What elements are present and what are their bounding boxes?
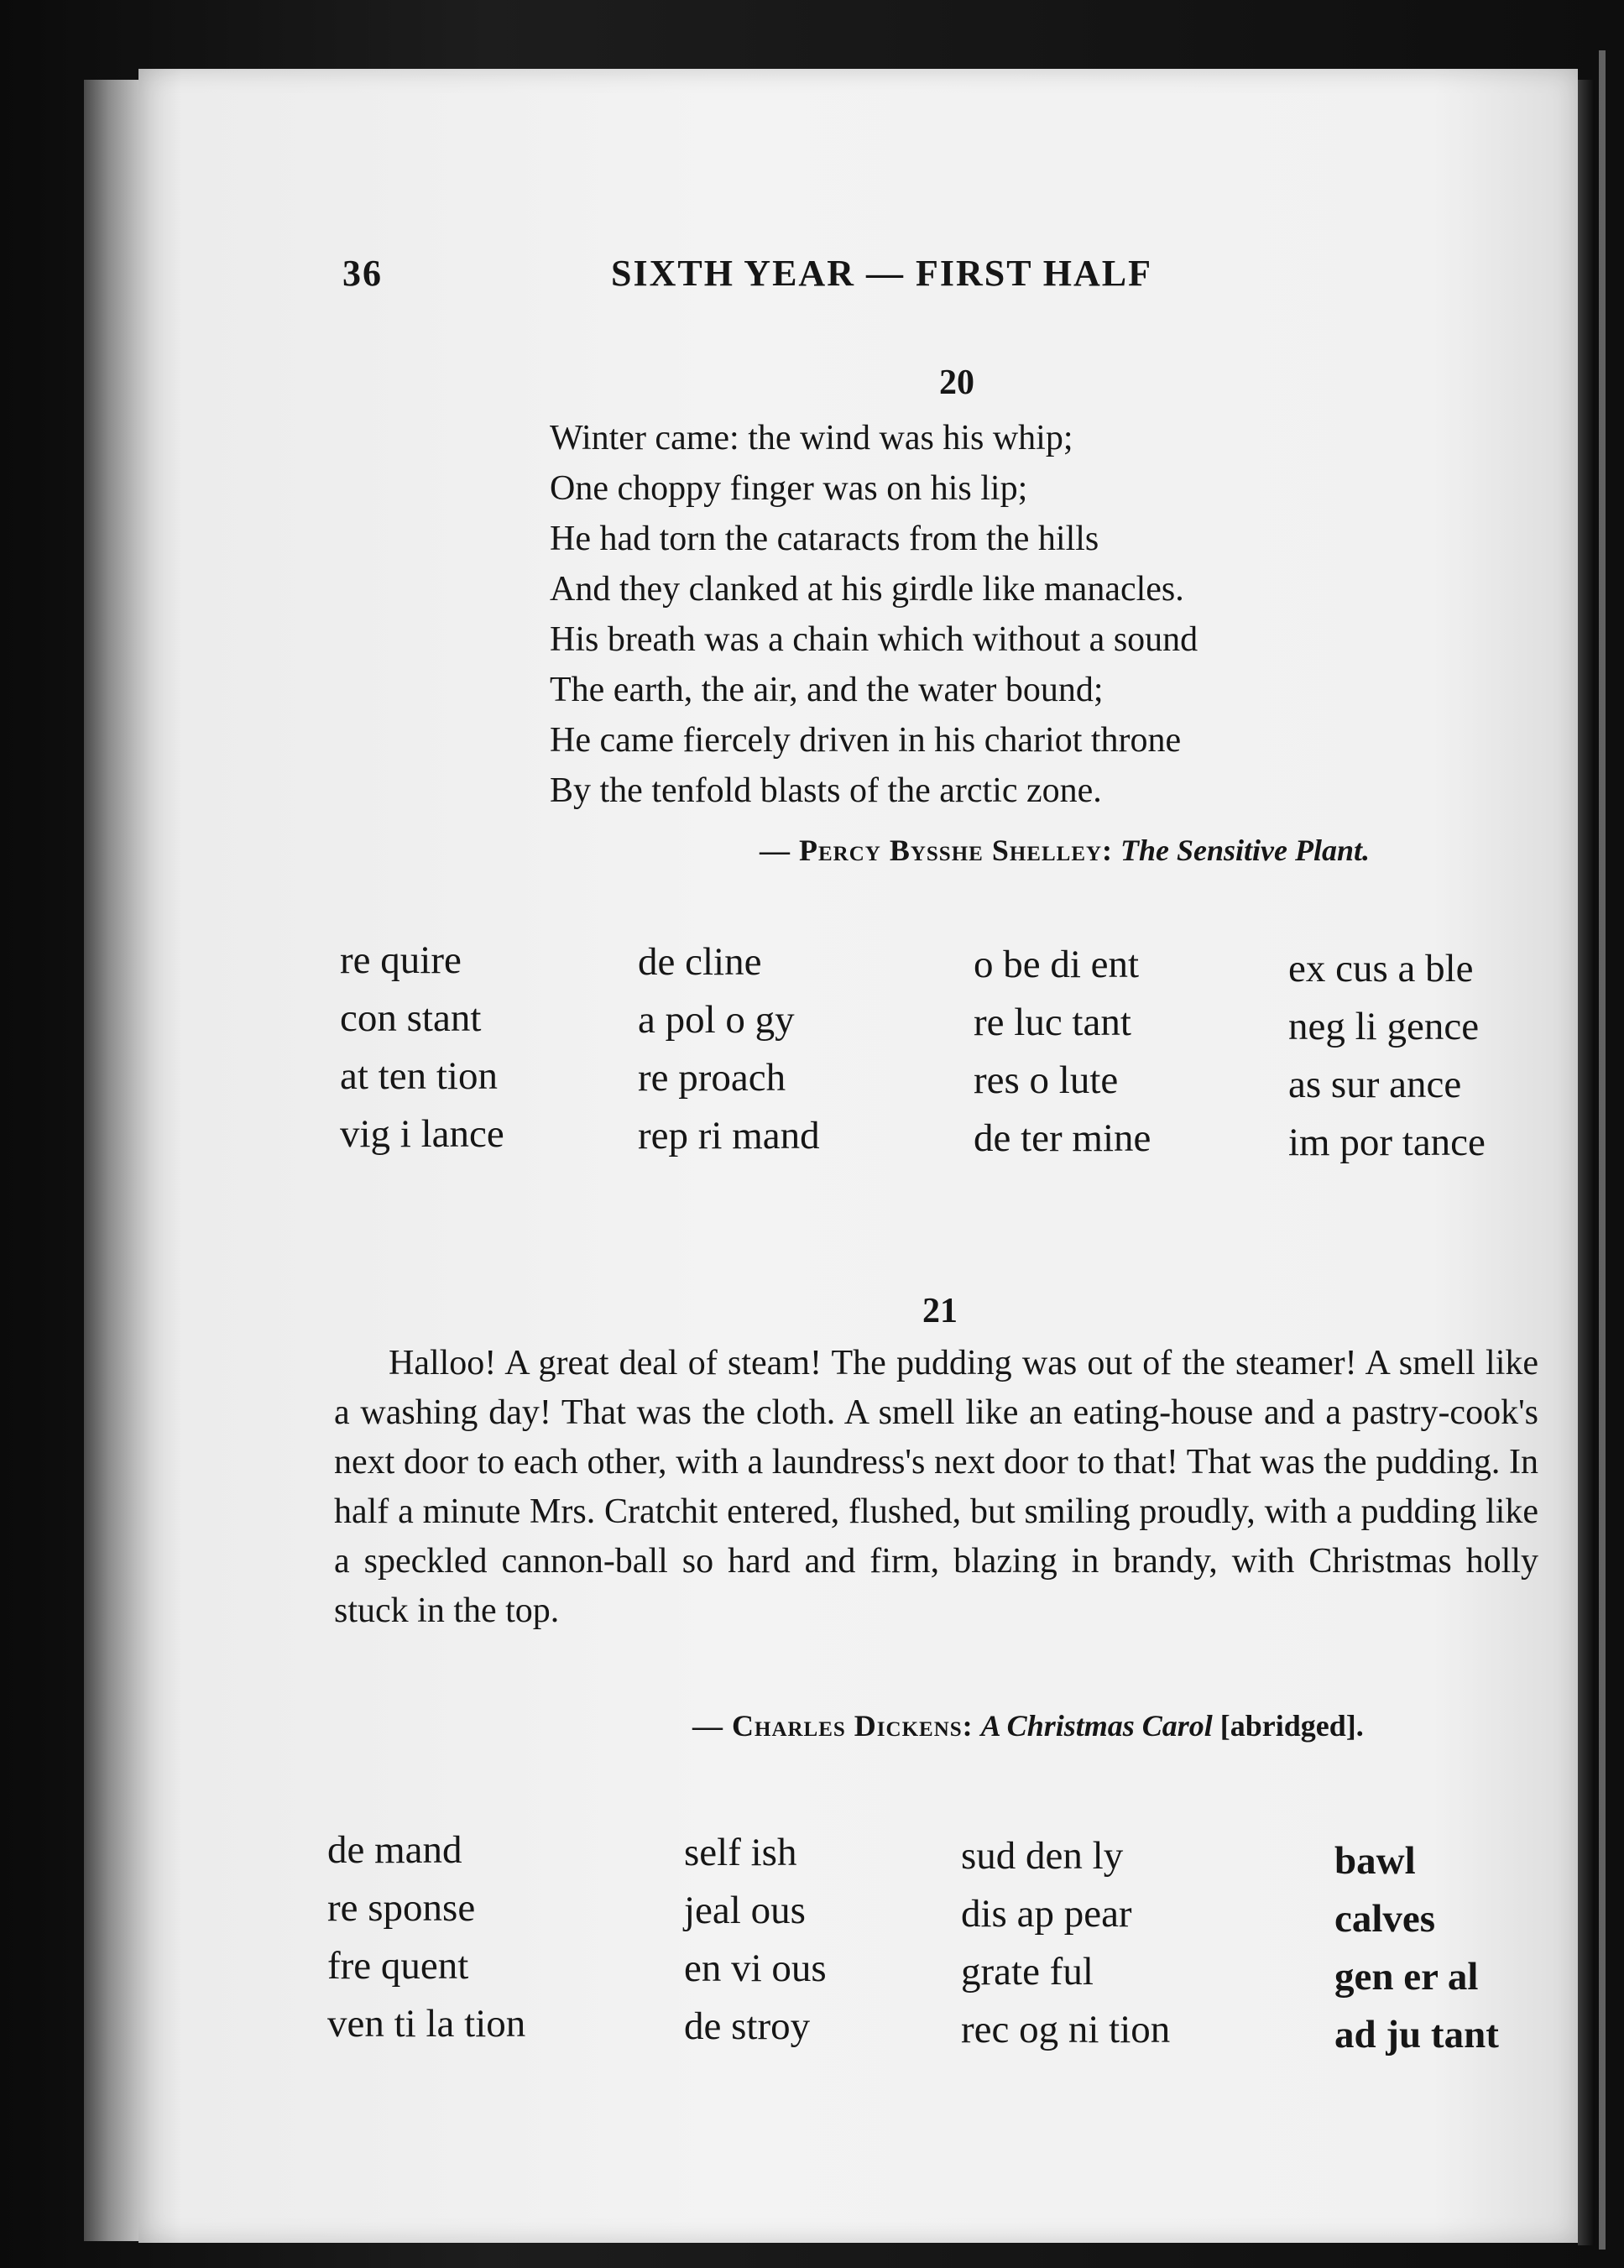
word-item: self ish — [684, 1831, 797, 1874]
poem-line: His breath was a chain which without a sound — [550, 620, 1198, 659]
word-item: at ten tion — [340, 1054, 498, 1098]
word-item: re quire — [340, 938, 462, 982]
word-item: ex cus a ble — [1288, 947, 1474, 990]
attribution-author: — Percy Bysshe Shelley: — [760, 834, 1114, 867]
poem-line: The earth, the air, and the water bound; — [550, 671, 1104, 709]
word-column — [974, 936, 1151, 1168]
word-item: res o lute — [974, 1058, 1119, 1102]
word-column — [684, 1824, 827, 2056]
word-item: jeal ous — [684, 1889, 806, 1932]
prose-paragraph: Halloo! A great deal of steam! The pudding was out of the steamer! A smell like a washing day! That was the cloth. A smell like an eating-house and a pastry-cook's next door to each other, with a laundress's next door to that! That was the pudding. In half a minute Mrs. Cratchit entered, flushed, but smiling proudly, with a pudding like a speckled cannon-ball so hard and firm, blazing in brandy, with Christmas holly stuck in the top. — [334, 1344, 1538, 1630]
page-edge-shadow — [1578, 80, 1595, 2245]
word-item: rec og ni tion — [961, 2008, 1171, 2051]
word-item: dis ap pear — [961, 1892, 1132, 1936]
poem-attribution — [760, 833, 1370, 868]
word-item: calves — [1334, 1897, 1436, 1941]
prose-attribution — [692, 1708, 1364, 1743]
word-item: re proach — [638, 1056, 786, 1100]
word-item: vig i lance — [340, 1112, 504, 1156]
word-item: a pol o gy — [638, 998, 795, 1042]
attribution-work: The Sensitive Plant. — [1120, 834, 1371, 867]
word-item: o be di ent — [974, 943, 1140, 986]
word-item: de ter mine — [974, 1116, 1151, 1160]
word-item: con stant — [340, 996, 482, 1040]
poem-line: By the tenfold blasts of the arctic zone. — [550, 771, 1102, 810]
word-item: gen er al — [1334, 1955, 1479, 1999]
word-item: bawl — [1334, 1839, 1416, 1883]
word-column — [340, 932, 504, 1163]
word-column — [1334, 1832, 1499, 2064]
section-number-20: 20 — [939, 363, 974, 402]
attribution-note: [abridged]. — [1219, 1709, 1364, 1743]
word-item: neg li gence — [1288, 1005, 1480, 1048]
poem-line: And they clanked at his girdle like manacles. — [550, 570, 1184, 609]
attribution-author: — Charles Dickens: — [692, 1709, 974, 1743]
word-column — [1288, 940, 1486, 1172]
page-number: 36 — [342, 253, 383, 294]
running-title: SIXTH YEAR — FIRST HALF — [611, 253, 1153, 294]
word-column — [961, 1827, 1170, 2059]
poem-line: He had torn the cataracts from the hills — [550, 520, 1099, 558]
word-item: ven ti la tion — [327, 2002, 526, 2046]
word-column — [638, 933, 820, 1165]
word-item: de cline — [638, 940, 762, 984]
word-item: fre quent — [327, 1944, 469, 1988]
word-item: re luc tant — [974, 1001, 1131, 1044]
book-binding — [84, 80, 147, 2241]
poem-line: One choppy finger was on his lip; — [550, 469, 1028, 508]
word-item: ad ju tant — [1334, 2013, 1499, 2056]
word-item: rep ri mand — [638, 1114, 820, 1158]
attribution-work: A Christmas Carol — [980, 1709, 1213, 1743]
poem-line: Winter came: the wind was his whip; — [550, 419, 1073, 457]
word-item: en vi ous — [684, 1947, 827, 1990]
word-item: as sur ance — [1288, 1063, 1462, 1106]
section-number-21: 21 — [922, 1292, 958, 1330]
word-item: de stroy — [684, 2004, 811, 2048]
poem-line: He came fiercely driven in his chariot throne — [550, 721, 1182, 760]
word-item: sud den ly — [961, 1834, 1124, 1878]
page-edge-strip — [1599, 50, 1606, 2250]
word-item: re sponse — [327, 1886, 476, 1930]
word-item: grate ful — [961, 1950, 1094, 1994]
word-column — [327, 1821, 525, 2053]
poem — [550, 413, 1198, 816]
word-item: im por tance — [1288, 1121, 1486, 1164]
word-item: de mand — [327, 1828, 462, 1872]
